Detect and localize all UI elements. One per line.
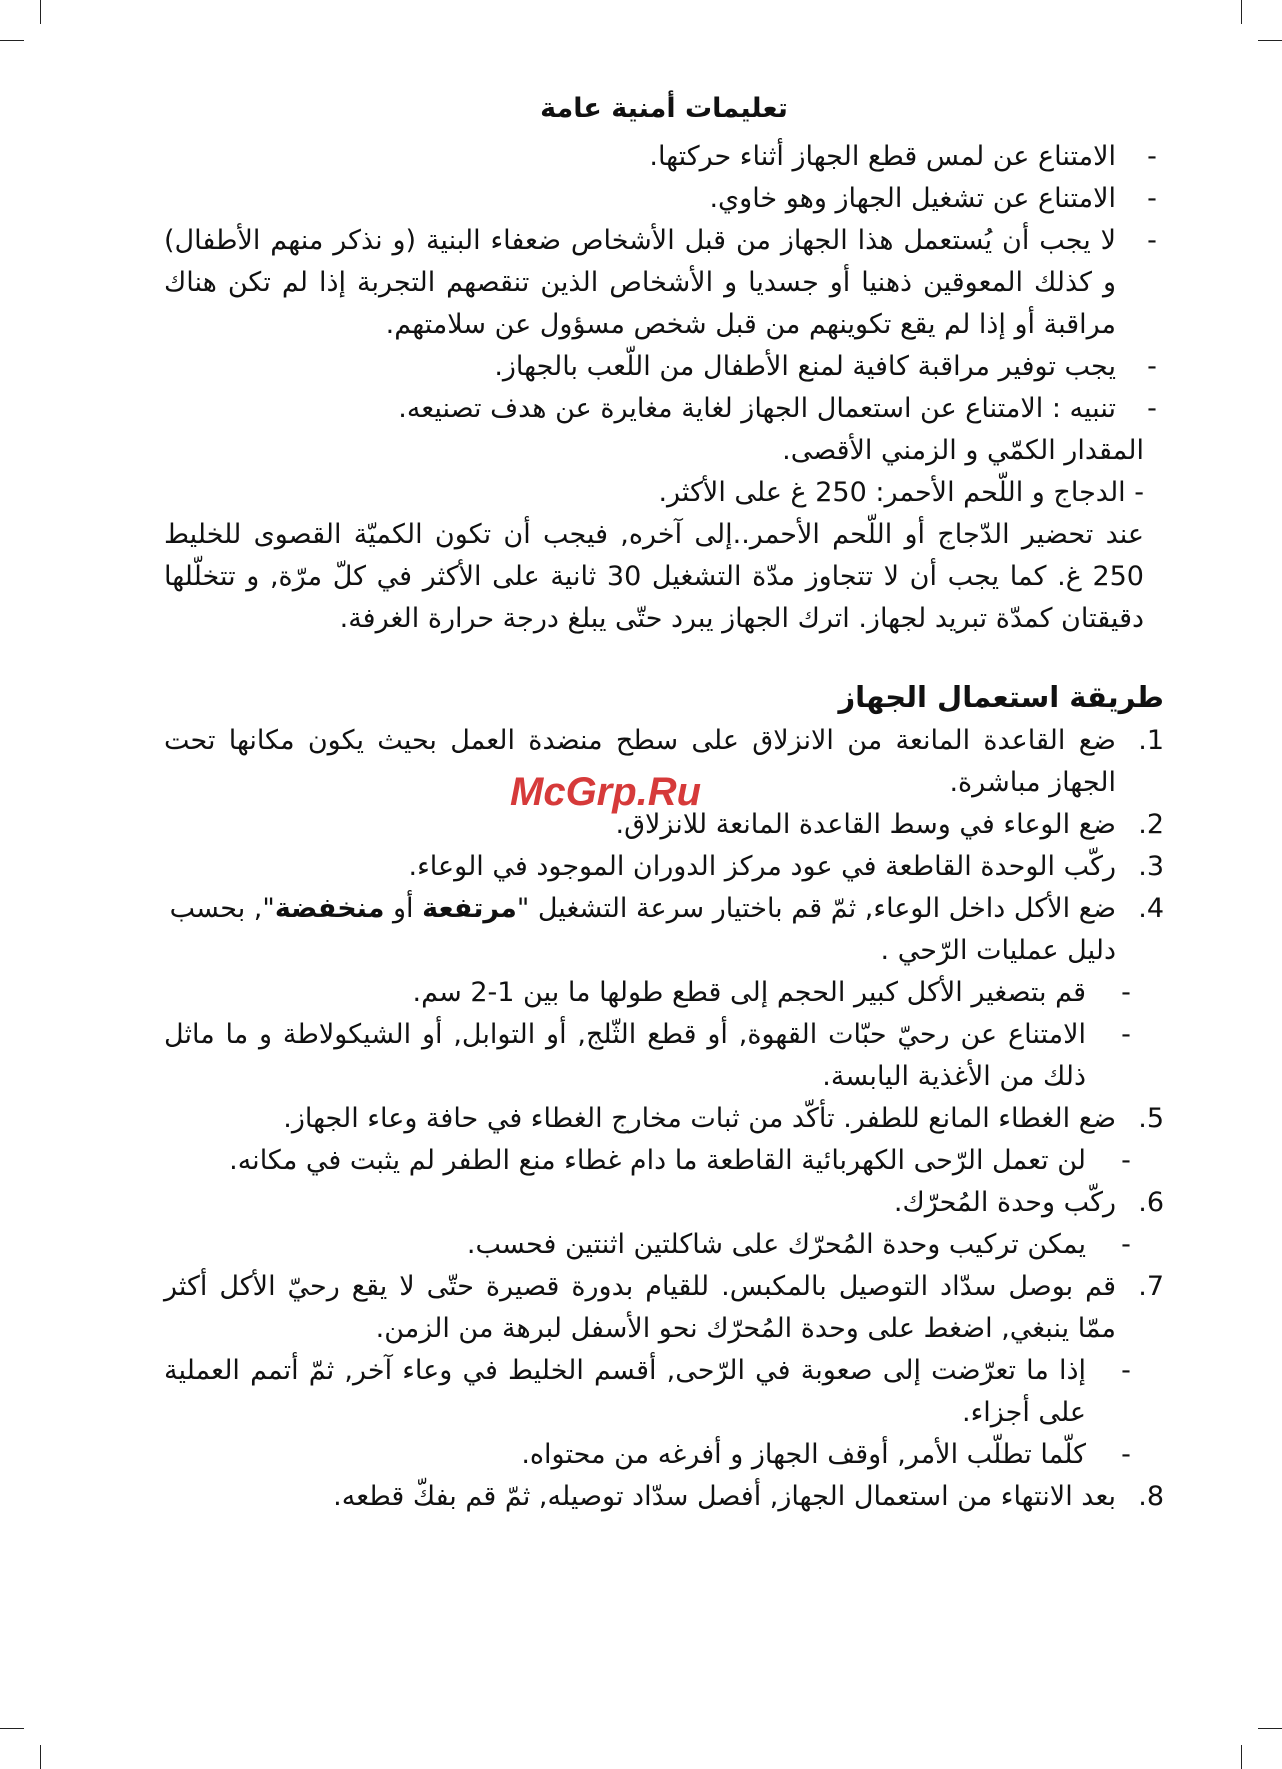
- watermark: McGrp.Ru: [510, 770, 702, 814]
- sub-item: - لن تعمل الرّحى الكهربائية القاطعة ما دام غطاء منع الطفر لم يثبت في مكانه.: [229, 1145, 1131, 1176]
- crop-mark: [0, 40, 24, 41]
- section-title-usage: طريقة استعمال الجهاز: [838, 680, 1164, 714]
- crop-mark: [40, 0, 41, 24]
- step-item: 5. ضع الغطاء المانع للطفر. تأكّد من ثبات مخارج الغطاء في حافة وعاء الجهاز.: [283, 1103, 1164, 1134]
- step-item: 1. ضع القاعدة المانعة من الانزلاق على سطح منضدة العمل بحيث يكون مكانها تحت الجهاز مباشرة.: [164, 725, 1164, 798]
- step-item: 8. بعد الانتهاء من استعمال الجهاز, أفصل سدّاد توصيله, ثمّ قم بفكّ قطعه.: [333, 1481, 1164, 1512]
- limits-heading: المقدار الكمّي و الزمني الأقصى.: [782, 435, 1144, 466]
- step-item: 3. ركّب الوحدة القاطعة في عود مركز الدوران الموجود في الوعاء.: [408, 851, 1164, 882]
- section-title-safety: تعليمات أمنية عامة: [540, 93, 788, 124]
- step-item: 4. ضع الأكل داخل الوعاء, ثمّ قم باختيار سرعة التشغيل "مرتفعة أو منخفضة", بحسب دليل عمليات الرّحي .: [169, 893, 1164, 966]
- sub-item: - يمكن تركيب وحدة المُحرّك على شاكلتين اثنتين فحسب.: [466, 1229, 1131, 1260]
- crop-mark: [0, 1728, 24, 1729]
- list-item: - تنبيه : الامتناع عن استعمال الجهاز لغاية مغايرة عن هدف تصنيعه.: [398, 393, 1157, 424]
- speed-low-label: منخفضة: [274, 893, 385, 924]
- step-item: 2. ضع الوعاء في وسط القاعدة المانعة للانزلاق.: [615, 809, 1164, 840]
- sub-item: - الامتناع عن رحيّ حبّات القهوة, أو قطع الثّلج, أو التوابل, أو الشيكولاطة و ما ماثل ذلك من الأغذية اليابسة.: [164, 1019, 1131, 1092]
- list-item: - الامتناع عن تشغيل الجهاز وهو خاوي.: [709, 183, 1157, 214]
- document-page: [164, 88, 1164, 1518]
- sub-item: - إذا ما تعرّضت إلى صعوبة في الرّحى, أقسم الخليط في وعاء آخر, ثمّ أتمم العملية على أجزاء.: [164, 1355, 1131, 1428]
- list-item: - يجب توفير مراقبة كافية لمنع الأطفال من اللّعب بالجهاز.: [494, 351, 1157, 382]
- limits-item: - الدجاج و اللّحم الأحمر: 250 غ على الأكثر.: [658, 477, 1144, 508]
- step-item: 7. قم بوصل سدّاد التوصيل بالمكبس. للقيام بدورة قصيرة حتّى لا يقع رحيّ الأكل أكثر ممّا ينبغي, اضغط على وحدة المُحرّك نحو الأسفل لبرهة من الزمن.: [164, 1271, 1164, 1344]
- crop-mark: [40, 1745, 41, 1769]
- limits-paragraph: عند تحضير الدّجاج أو اللّحم الأحمر..إلى آخره, فيجب أن تكون الكميّة القصوى للخليط 250 غ. كما يجب أن لا تتجاوز مدّة التشغيل 30 ثانية على الأكثر في كلّ مرّة, و تتخلّلها دقيقتان كمدّة تبريد لجهاز. اترك الجهاز يبرد حتّى يبلغ درجة حرارة الغرفة.: [164, 519, 1144, 634]
- list-item: - الامتناع عن لمس قطع الجهاز أثناء حركتها.: [649, 141, 1157, 172]
- list-item: - لا يجب أن يُستعمل هذا الجهاز من قبل الأشخاص ضعفاء البنية (و نذكر منهم الأطفال) و كذلك المعوقين ذهنيا أو جسديا و الأشخاص الذين تنقصهم التجربة إذا لم تكن هناك مراقبة أو إذا لم يقع تكوينهم من قبل شخص مسؤول عن سلامتهم.: [164, 225, 1157, 340]
- sub-item: - قم بتصغير الأكل كبير الحجم إلى قطع طولها ما بين 1-2 سم.: [412, 977, 1131, 1008]
- crop-mark: [1241, 1745, 1242, 1769]
- speed-high-label: مرتفعة: [422, 893, 517, 924]
- crop-mark: [1258, 1728, 1282, 1729]
- sub-item: - كلّما تطلّب الأمر, أوقف الجهاز و أفرغه من محتواه.: [521, 1439, 1131, 1470]
- crop-mark: [1258, 40, 1282, 41]
- step-item: 6. ركّب وحدة المُحرّك.: [893, 1187, 1164, 1218]
- crop-mark: [1241, 0, 1242, 24]
